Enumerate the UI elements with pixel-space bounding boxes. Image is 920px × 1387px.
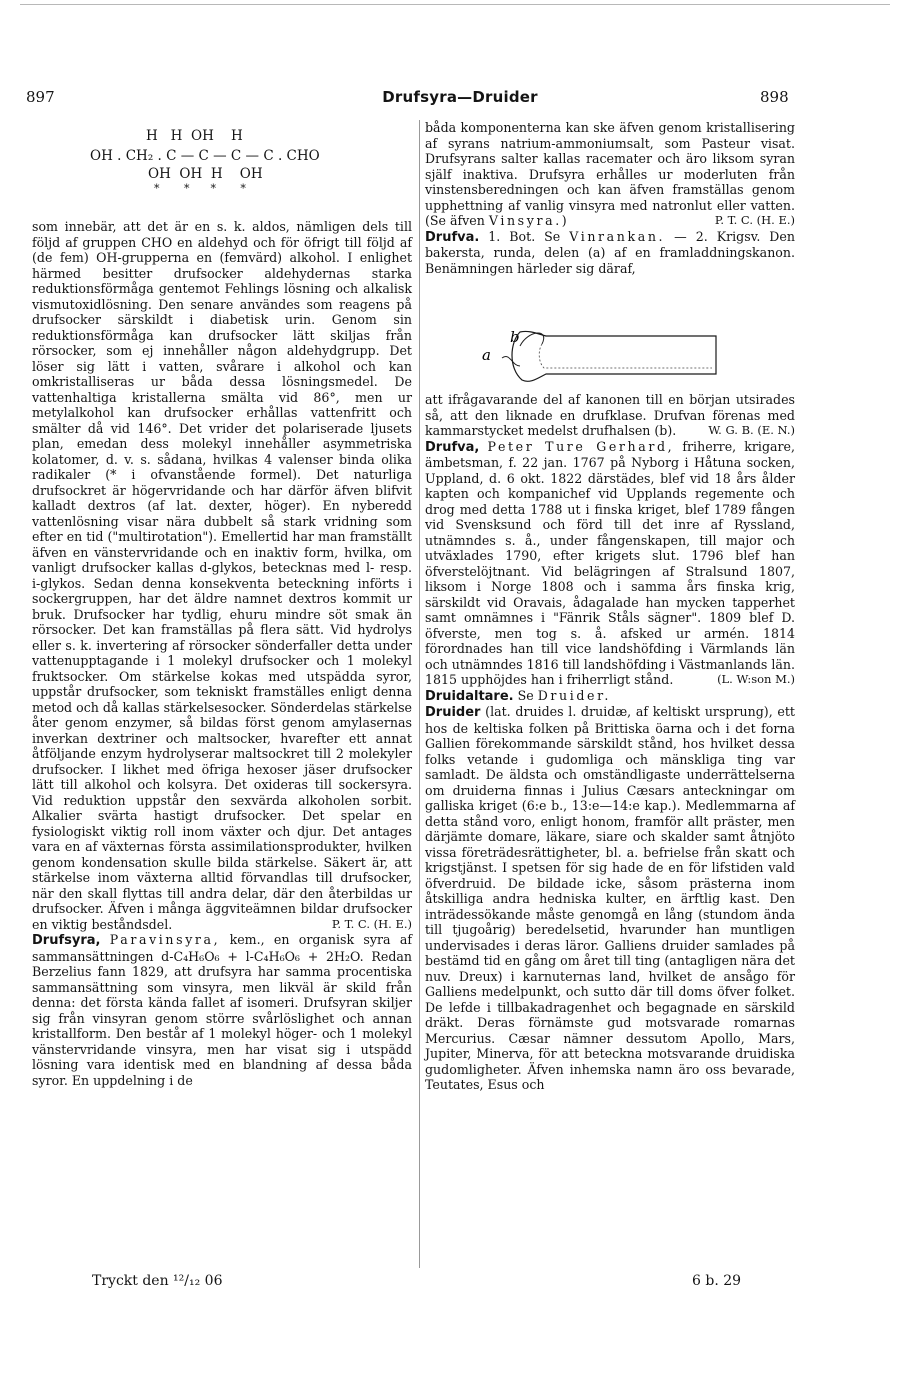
synonym-spaced: Paravinsyra,: [109, 932, 221, 947]
paragraph-drufva-cont: [425, 392, 795, 439]
paragraph-text: att ifrågavarande del af kanonen till en början utsirades så, att den liknade en drufklase. Drufvan förenas med kammarstycket medelst drufhalsen (b).: [425, 392, 795, 438]
pointer-line-a: [502, 357, 520, 366]
entry-druider: [425, 704, 795, 1093]
cannon-breech-figure: [480, 322, 730, 392]
top-rule: [20, 4, 890, 5]
entry-text: Se: [517, 687, 534, 703]
author-signature: P. T. C. (H. E.): [714, 213, 795, 227]
paragraph-text: som innebär, att det är en s. k. aldos, nämligen dels till följd af gruppen CHO en aldehyd och för öfrigt till följd af (de fem) OH-grupperna en (femvärd) alkohol. I enlighet härmed besitter drufsocker aldehydernas starka reduktionsförmåga gentemot Fehlings lösning och alkalisk vismutoxidlösning. Den senare användes som reagens på drufsocker särskildt i diabetisk urin. Genom sin reduktionsförmåga kan drufsocker lätt skiljas från rörsocker, som ej innehåller någon aldehydgrupp. Det löser sig lätt i vatten, svårare i alkohol och kan omkristalliseras ur båda dessa lösningsmedel. De vattenhaltiga kristallerna smälta vid 86°, men ur metylalkohol kan drufsocker erhållas vattenfritt och smälter då vid 146°. Det vrider det polariserade ljusets plan, emedan dess molekyl innehåller asymmetriska kolatomer, d. v. s. sådana, hvilkas 4 valenser binda olika radikaler (* i ofvanstående formel). Det naturliga drufsockret är högervridande och har därför äfven blifvit kalladt dextros (af lat. dexter, höger). En nyberedd vattenlösning visar nära dubbelt så stark vridning som efter en tid ("multirotation"). Emellertid har man framställt äfven en vänstervridande och en inaktiv form, hvilka, om vanligt drufsocker kallas d-glykos, betecknas med l- resp. i-glykos. Sedan denna konsekventa beteckning införts i sockergruppen, har det äldre namnet dextros kommit ur bruk. Drufsocker har tydlig, ehuru mindre söt smak än rörsocker. Det kan framställas på flera sätt. Vid hydrolys eller s. k. invertering af rörsocker sönderfaller detta under vattenupptagande i 1 molekyl drufsocker och 1 molekyl fruktsocker. Om stärkelse kokas med utspädda syror, uppstår drufsocker, som tekniskt framställes enligt denna metod och då kallas stärkelsesocker. Sönderdelas stärkelse åter genom enzymer, så bildas först genom amylasernas inverkan dextriner och maltsocker, hvarefter ett annat åtföljande enzym hydrolyserar maltsockret till 2 molekyler drufsocker. I likhet med öfriga hexoser jäser drufsocker lätt till alkohol och kolsyra. Det oxideras till sockersyra. Vid reduktion uppstår den sexvärda alkoholen sorbit. Alkalier svärta hastigt drufsocker. Det spelar en fysiologiskt viktig roll inom växter och djur. Det antages vara en af växternas första assimilationsprodukter, hvilken genom kondensation skulle bilda stärkelse. Säkert är, att stärkelse inom växterna alltid förvandlas till drufsocker, när den skall flyttas till andra delar, där den återbildas ur drufsocker. Äfven i många äggviteämnen bildar drufsocker en viktig beståndsdel.: [32, 219, 412, 932]
author-signature: (L. W:son M.): [717, 672, 795, 686]
running-header: Drufsyra—Druider: [382, 88, 538, 106]
headword: Druider: [425, 705, 481, 720]
formula-row-3: OH OH H OH: [148, 166, 263, 182]
entry-drufva: [425, 229, 795, 277]
author-signature: P. T. C. (H. E.): [331, 916, 412, 931]
right-column-bottom: [425, 392, 795, 1093]
headword: Druidaltare.: [425, 688, 514, 704]
headword: Drufsyra,: [32, 933, 101, 948]
sheet-signature: 6 b. 29: [692, 1273, 742, 1289]
page-number-right: 898: [760, 88, 789, 106]
print-date: Tryckt den ¹²/₁₂ 06: [92, 1273, 223, 1289]
entry-drufsyra: [32, 932, 412, 1088]
cross-reference: Vinsyra.): [488, 213, 570, 228]
figure-label-b: b: [510, 328, 520, 346]
author-signature: W. G. B. (E. N.): [708, 423, 795, 437]
headword: Drufva,: [425, 439, 480, 455]
entry-text: (lat. druides l. druidæ, af keltiskt ursprung), ett hos de keltiska folken på Brittiska öarna och i det forna Gallien förekommande särskildt stånd, hos hvilket dessa folks vetande i gudomliga och mänskliga ting var samladt. De äldsta och omständligaste underrättelserna om druiderna finnas i Julius Cæsars anteckningar om galliska kriget (6:e b., 13:e—14:e kap.). Medlemmarna af detta stånd voro, enligt honom, framför allt präster, men därjämte domare, läkare, siare och skalder samt åtnjöto vissa företrädesrättigheter, bl. a. befrielse från skatt och krigstjänst. I spetsen för sig hade de en för lifstiden vald öfverdruid. De bildade icke, såsom prästerna inom åtskilliga andra hedniska kulter, en ärftlig kast. Den inträdessökande måste genomgå en lång (stundom ända till tjugoårig) beredelsetid, hvarunder han muntligen undervisades i deras läror. Galliens druider samlades på bestämd tid en gång om året till ting (antagligen nära det nuv. Dreux) i karnuternas land, hvilket de ansågo för Galliens medelpunkt, och sutto där till doms öfver folket. De lefde i tillbakadragenhet och begagnade en särskild dräkt. Deras förnämste gud motsvarade romarnas Mercurius. Cæsar nämner dessutom Apollo, Mars, Jupiter, Minerva, för att beteckna motsvarande druidiska gudomligheter. Äfven inhemska namn äro oss bevarade, Teutates, Esus och: [425, 704, 795, 1092]
formula-row-2: OH . CH₂ . C — C — C — C . CHO: [90, 148, 320, 164]
cannon-outline: [512, 331, 716, 381]
person-name-spaced: Peter Ture Gerhard,: [487, 438, 675, 454]
entry-text: 1. Bot. Se: [488, 228, 561, 244]
bore-line: [539, 344, 712, 368]
column-divider: [419, 120, 420, 1268]
right-column-top: [425, 120, 795, 276]
cross-reference: Druider.: [537, 687, 611, 703]
entry-text: — 2. Krigsv. Den bakersta, runda, delen (a) af en framladdningskanon. Benämningen härleder sig däraf,: [425, 228, 795, 276]
entry-text: friherre, krigare, ämbetsman, f. 22 jan. 1767 på Nyborg i Håtuna socken, Uppland, d. 6 okt. 1822 därstädes, blef vid 18 års ålder kapten och kompanichef vid Upplands regemente och drog med detta 1788 ut i finska kriget, blef 1789 fången vid Svensksund och förd till det inre af Ryssland, utnämndes s. å., under fångenskapen, till major och utväxlades 1790, efter krigets slut. 1796 blef han öfverstelöjtnant. Vid belägringen af Stralsund 1807, liksom i Norge 1808 och i samma års finska krig, särskildt vid Oravais, ådagalade han mycken tapperhet samt omnämnes i "Fänrik Ståls sägner". 1809 blef D. öfverste, men tog s. å. afsked ur armén. 1814 förordnades han till vice landshöfding i Värmlands län och utnämndes 1816 till landshöfding i Västmanlands län. 1815 upphöjdes han i friherrligt stånd.: [425, 438, 795, 687]
entry-text: kem., en organisk syra af sammansättningen d-C₄H₆O₆ + l-C₄H₆O₆ + 2H₂O. Redan Berzelius fann 1829, att drufsyra har samma procentiska sammansättning som vinsyra, men likväl är skild från denna: det första kända fallet af isomeri. Drufsyran skiljer sig från vinsyran genom större svårlöslighet och annan kristallform. Den består af 1 molekyl höger- och 1 molekyl vänstervridande vinsyra, men har visat sig i utspädd lösning vara identisk med en blandning af dessa båda syror. En uppdelning i de: [32, 932, 412, 1088]
cross-reference: Vinrankan.: [569, 228, 666, 244]
entry-druidaltare: [425, 688, 795, 705]
paragraph-text: båda komponenterna kan ske äfven genom kristallisering af syrans natrium-ammoniumsalt, som Pasteur visat. Drufsyrans salter kallas racemater och äro liksom syran själf inaktiva. Drufsyra erhålles ur moderluten från vinstensberedningen och kan äfven framställas genom upphettning af vanlig vinsyra med natronlut eller vatten. (Se äfven: [425, 120, 795, 228]
page-number-left: 897: [26, 88, 55, 106]
formula-row-1: H H OH H: [146, 128, 243, 144]
left-column: [32, 219, 412, 1088]
paragraph-drufsyra-cont: [425, 120, 795, 229]
entry-drufva-peter: [425, 439, 795, 688]
headword: Drufva.: [425, 229, 480, 245]
formula-asterisks: * * * *: [154, 182, 246, 195]
paragraph-drufsocker-cont: [32, 219, 412, 932]
figure-label-a: a: [482, 346, 491, 364]
